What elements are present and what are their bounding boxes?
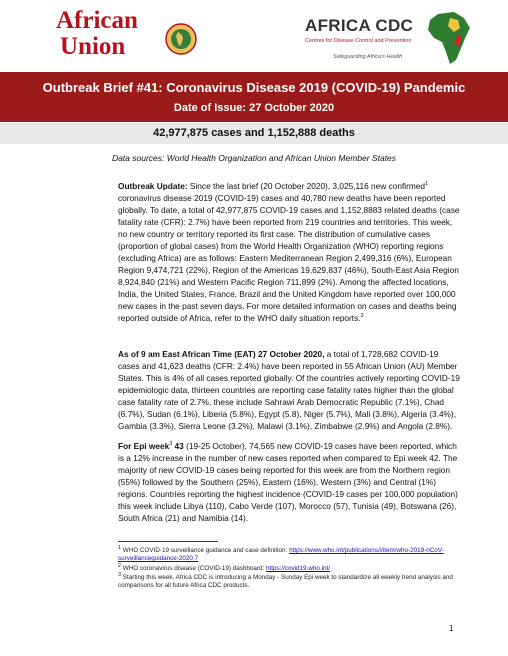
cdc-title: AFRICA CDC bbox=[305, 16, 414, 35]
au-emblem-icon bbox=[164, 22, 198, 56]
outbreak-update-lead: Outbreak Update: bbox=[118, 181, 188, 191]
footnote-divider bbox=[118, 541, 218, 542]
outbreak-update-paragraph bbox=[118, 180, 460, 324]
page-number: 1 bbox=[449, 624, 454, 633]
brief-title: Outbreak Brief #41: Coronavirus Disease 2019 (COVID-19) Pandemic bbox=[42, 80, 466, 95]
footnote-1 bbox=[118, 544, 468, 563]
footnote-3-text: Starting this week, Africa CDC is introducing a Monday - Sunday Epi week to standardize all weekly trend analysis and comparisons for all future Africa CDC products. bbox=[118, 574, 453, 589]
cdc-subtitle: Centres for Disease Control and Prevention bbox=[305, 38, 412, 44]
africa-status-lead: As of 9 am East African Time (EAT) 27 October 2020, bbox=[118, 349, 325, 359]
au-logo-line2: Union bbox=[60, 33, 126, 60]
footnote-1-number: 1 bbox=[118, 544, 122, 551]
issue-date: Date of Issue: 27 October 2020 bbox=[173, 102, 335, 114]
au-logo-line1: African bbox=[56, 7, 138, 34]
african-union-logo bbox=[56, 8, 206, 66]
data-sources: Data sources: World Health Organization and African Union Member States bbox=[111, 153, 397, 163]
africa-cdc-logo bbox=[305, 14, 485, 68]
footnote-3-number: 3 bbox=[118, 571, 122, 578]
p1-text-b: coronavirus disease 2019 (COVID-19) cases and 40,780 new deaths have been reported globally. To date, a total of 42,977,875 COVID-19 cases and 1,152,8883 related deaths (case fatality rate (CFR): 2.7%) have been reported from 219 countries and territories. This week, no new country or territory reported its first case. The distribution of cumulative cases (proportion of global cases) from the World Health Organization (WHO) reporting regions (excluding Africa) are as follows: Eastern Mediterranean Region 2,499,316 (6%), European Region 9,474,721 (22%), Region of the Americas 19,629,837 (46%), South-East Asia Region 8,924,840 (21%) and Western Pacific Region 711,899 (2%). Among the affected locations, India, the United States, France, Brazil and the United Kingdom have reported over 100,000 new cases in the past seven days. For more detailed information on cases and deaths being reported outside of Africa, refer to the WHO daily situation reports. bbox=[118, 193, 460, 323]
header bbox=[0, 0, 508, 70]
footnote-2-number: 2 bbox=[118, 562, 122, 569]
footnote-2-text: WHO coronavirus disease (COVID-19) dashboard: bbox=[121, 565, 266, 572]
footnote-2-link[interactable]: https://covid19.who.int/ bbox=[265, 565, 331, 572]
footnote-1-text: WHO COVID-19 surveillance guidance and case definition: bbox=[121, 547, 290, 554]
footnote-2 bbox=[118, 562, 468, 573]
epi-week-paragraph bbox=[118, 440, 460, 524]
epi-week-lead: For Epi week bbox=[118, 441, 170, 451]
footnote-3 bbox=[118, 571, 468, 590]
footnote-ref-2: 2 bbox=[360, 313, 364, 320]
p1-text-a: Since the last brief (20 October 2020), 3,025,116 new confirmed bbox=[187, 181, 425, 191]
footnote-ref-3: 3 bbox=[169, 441, 173, 448]
africa-map-icon bbox=[420, 8, 480, 68]
cdc-tagline: Safeguarding Africa's Health bbox=[333, 54, 403, 60]
title-banner bbox=[0, 72, 508, 122]
africa-status-paragraph bbox=[118, 348, 460, 432]
footnote-ref-1: 1 bbox=[425, 181, 429, 188]
epi-week-number: 43 bbox=[172, 441, 184, 451]
p3-text: (19-25 October), 74,565 new COVID-19 cases have been reported, which is a 12% increase in the number of new cases reported when compared to Epi week 42. The majority of new COVID-19 cases being reported for this week are from the Northern region (55%) followed by the Southern (25%), Eastern (16%), Western (3%) and Central (1%) regions. Countries reporting the highest incidence (COVID-19 cases per 100,000 population) this week include Libya (110), Cabo Verde (107), Morocco (57), Tunisia (49), Botswana (26), South Africa (21) and Namibia (14). bbox=[118, 441, 458, 523]
cases-summary-bar: 42,977,875 cases and 1,152,888 deaths bbox=[0, 123, 508, 144]
p2-text: a total of 1,728,682 COVID-19 cases and 41,623 deaths (CFR: 2.4%) have been reported in 55 African Union (AU) Member States. This is 4% of all cases reported globally. Of the countries actively reporting COVID-19 epidemiologic data, thirteen countries are reporting case fatality rates higher than the global case fatality rate of 2.7%, these include Sahrawi Arab Democratic Republic (7.1%), Chad (6.7%), Sudan (6.1%), Liberia (5.8%), Egypt (5.8), Niger (5.7%), Mali (3.8%), Algeria (3.4%), Gambia (3.3%), Sierra Leone (3.2%), Malawi (3.1%), Zimbabwe (2.9%) and Angola (2.8%). bbox=[118, 349, 460, 431]
footnote-1-link[interactable]: https://www.who.int/publications/i/item/who-2019-nCoV-surveillanceguidance-2020.7 bbox=[118, 547, 444, 562]
